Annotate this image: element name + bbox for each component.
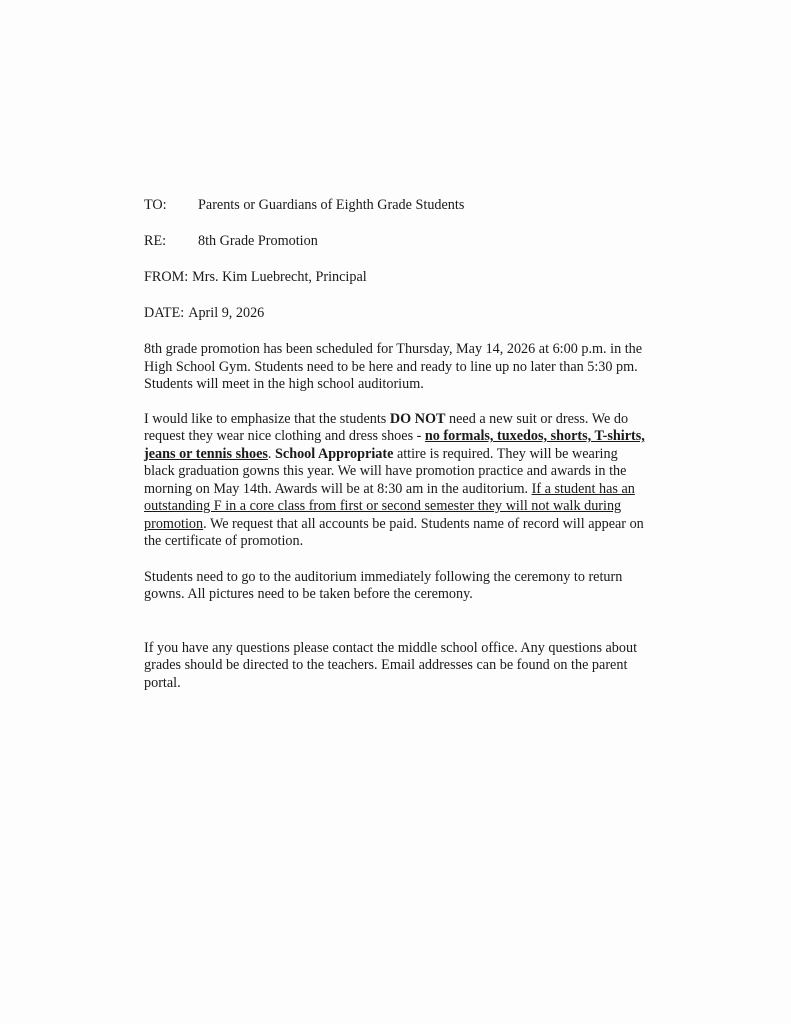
to-value: Parents or Guardians of Eighth Grade Students <box>198 197 465 213</box>
failing-grade-notice-cont: outstanding F in a core class from first or second semester they will not walk during <box>144 498 622 514</box>
text-run: request they wear nice clothing and dress shoes - <box>144 428 425 444</box>
memo-from-row <box>144 269 704 287</box>
failing-grade-notice-end: promotion <box>144 515 204 532</box>
paragraph-line <box>144 498 704 516</box>
do-not-emphasis: DO NOT <box>389 410 446 427</box>
text-run: . We request that all accounts be paid. Students name of record will appear on <box>203 515 644 532</box>
from-label: FROM: <box>144 269 189 285</box>
prohibited-attire-list: no formals, tuxedos, shorts, T-shirts, <box>424 428 645 444</box>
paragraph-gowns <box>144 569 704 604</box>
text-run: morning on May 14th. Awards will be at 8:30 am in the auditorium. <box>144 480 532 497</box>
re-label: RE: <box>144 233 167 249</box>
text-run: I would like to emphasize that the students <box>144 410 390 427</box>
paragraph-line: 8th grade promotion has been scheduled for Thursday, May 14, 2026 at 6:00 p.m. in the <box>144 341 643 357</box>
memo-re-row <box>144 233 704 251</box>
memo-date-row <box>144 305 704 323</box>
text-run: . <box>267 445 275 462</box>
paragraph-line <box>144 481 704 499</box>
from-value: Mrs. Kim Luebrecht, Principal <box>192 269 367 285</box>
school-appropriate-emphasis: School Appropriate <box>275 445 394 462</box>
paragraph-attire <box>144 411 704 551</box>
memo-body <box>144 197 704 692</box>
paragraph-line <box>144 516 704 534</box>
to-label: TO: <box>144 197 167 213</box>
paragraph-schedule <box>144 341 704 394</box>
paragraph-line: Students will meet in the high school auditorium. <box>144 376 424 392</box>
paragraph-line: black graduation gowns this year. We will have promotion practice and awards in the <box>144 463 627 479</box>
paragraph-line <box>144 428 704 446</box>
date-label: DATE: <box>144 305 185 321</box>
re-value: 8th Grade Promotion <box>198 233 318 249</box>
paragraph-line: grades should be directed to the teachers. Email addresses can be found on the parent <box>144 657 628 673</box>
prohibited-attire-list-cont: jeans or tennis shoes <box>144 445 268 462</box>
paragraph-line: High School Gym. Students need to be here and ready to line up no later than 5:30 pm. <box>144 358 638 375</box>
paragraph-line: gowns. All pictures need to be taken before the ceremony. <box>144 586 473 602</box>
paragraph-line: Students need to go to the auditorium immediately following the ceremony to return <box>144 568 623 585</box>
paragraph-line <box>144 446 704 464</box>
paragraph-line: If you have any questions please contact the middle school office. Any questions about <box>144 639 638 656</box>
paragraph-line: the certificate of promotion. <box>144 533 304 549</box>
failing-grade-notice: If a student has an <box>531 480 635 497</box>
date-value: April 9, 2026 <box>188 305 265 321</box>
paragraph-line: portal. <box>144 674 181 691</box>
text-run: need a new suit or dress. We do <box>445 410 629 427</box>
memo-to-row <box>144 197 704 215</box>
paragraph-questions <box>144 640 704 693</box>
paragraph-line <box>144 411 704 429</box>
text-run: attire is required. They will be wearing <box>393 445 618 462</box>
